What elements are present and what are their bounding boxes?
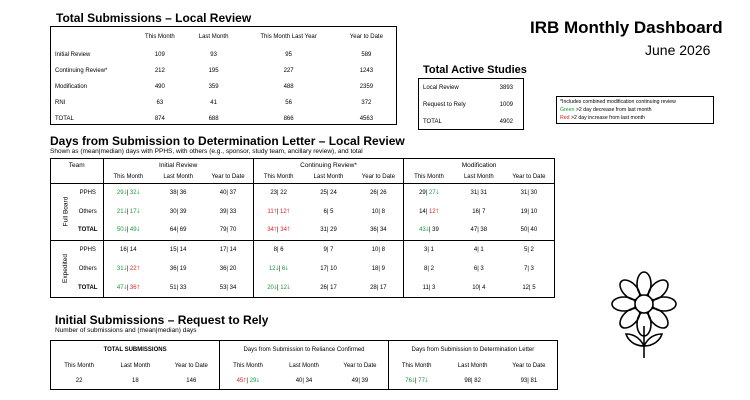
cell: 3| 1 <box>404 240 454 259</box>
subcol: Last Month <box>457 362 488 369</box>
cell: 64| 69 <box>169 227 187 234</box>
cell: 93 <box>210 52 217 58</box>
subcol: Year to Date <box>343 362 377 369</box>
cell: 39| 33 <box>219 208 237 215</box>
cell: 26| 17 <box>320 284 337 291</box>
table-row <box>51 259 554 278</box>
cell: 17| 10 <box>320 265 337 272</box>
local-review-title: Total Submissions – Local Review <box>56 11 252 25</box>
group-modification: Modification <box>404 159 554 171</box>
cell: 38| 36 <box>153 183 203 202</box>
cell: 212 <box>154 68 165 74</box>
cell: 45🡑| 29🡓 <box>220 373 276 389</box>
row-label: Continuing Review* <box>55 68 108 74</box>
rely-subtitle: Number of submissions and (mean|median) days <box>55 327 197 334</box>
cell: 18| 9 <box>371 265 385 272</box>
subcol: Year to Date <box>512 362 546 369</box>
cell: 50| 40 <box>520 227 538 234</box>
cell: 49| 39 <box>351 377 369 384</box>
cell: 63 <box>156 100 164 106</box>
cell: 490 <box>154 84 165 90</box>
subcol: Last Month <box>463 173 494 180</box>
cell: 14| 12🡑 <box>404 202 454 221</box>
cell: 56 <box>285 100 292 106</box>
cell: 11| 3 <box>404 278 454 297</box>
cell: 5| 2 <box>504 240 554 259</box>
group-label-expedited <box>51 240 73 297</box>
cell: 688 <box>208 116 219 122</box>
cell: 2359 <box>359 84 374 90</box>
cell: 16| 7 <box>472 208 486 215</box>
cell: 10| 8 <box>371 208 385 215</box>
cell: 6| 5 <box>323 208 334 215</box>
cell: 36| 19 <box>169 265 187 272</box>
group-continuing-review: Continuing Review* <box>253 159 403 171</box>
table-row <box>419 79 523 96</box>
cell: 79| 70 <box>219 227 237 234</box>
cell: 25| 24 <box>303 183 353 202</box>
table-row <box>51 221 554 240</box>
cell: 18 <box>131 377 139 384</box>
cell: 19| 10 <box>520 208 538 215</box>
subcol: Last Month <box>163 173 193 180</box>
cell: 109 <box>154 52 165 58</box>
cell: 31| 31 <box>454 183 504 202</box>
table-row <box>51 79 396 95</box>
cell: 10| 8 <box>354 240 404 259</box>
row-label: PPHS <box>73 240 103 259</box>
group-label-text: Expedited <box>61 254 69 284</box>
table-row-total <box>419 113 523 130</box>
group-reliance-confirmed: Days from Submission to Reliance Confirmed <box>220 341 389 358</box>
row-label: TOTAL <box>78 227 98 234</box>
cell: 4563 <box>359 116 374 122</box>
group-total-submissions: TOTAL SUBMISSIONS <box>103 346 167 353</box>
row-label: PPHS <box>73 183 103 202</box>
subcol: Year to Date <box>361 173 395 180</box>
cell: 10| 4 <box>472 284 486 291</box>
cell: 7| 3 <box>523 265 534 272</box>
cell: 26| 26 <box>354 183 404 202</box>
row-label: Request to Rely <box>423 101 466 108</box>
row-label: RNI <box>55 100 66 106</box>
cell: 8| 6 <box>253 240 303 259</box>
cell: 12🡓| 6🡓 <box>253 259 303 278</box>
subcol: This Month <box>64 362 94 369</box>
row-label: Local Review <box>423 84 459 91</box>
table-row <box>51 63 396 79</box>
group-label-full-board <box>51 183 73 240</box>
cell: 15| 14 <box>153 240 203 259</box>
cell: 866 <box>283 116 294 122</box>
cell: 34🡑| 34🡑 <box>253 221 303 240</box>
cell: 195 <box>208 68 219 74</box>
cell: 20🡓| 12🡓 <box>253 278 303 297</box>
cell: 6| 3 <box>473 265 484 272</box>
subcol: This Month <box>103 171 153 183</box>
cell: 43🡓| 39 <box>404 221 454 240</box>
days-title: Days from Submission to Determination Letter – Local Review <box>50 134 405 148</box>
row-label: Others <box>78 265 97 272</box>
cell: 98| 82 <box>464 377 481 384</box>
cell: 4902 <box>499 118 513 125</box>
cell: 53| 34 <box>219 284 237 291</box>
group-initial-review: Initial Review <box>103 159 253 171</box>
cell: 874 <box>154 116 165 122</box>
row-label: TOTAL <box>423 118 442 125</box>
active-studies-table <box>418 78 524 130</box>
table-row <box>419 96 523 113</box>
table-row <box>51 278 554 297</box>
subcol: Year to Date <box>512 173 546 180</box>
cell: 1243 <box>359 68 374 74</box>
table-row <box>51 240 554 259</box>
days-table <box>50 158 555 298</box>
cell: 1009 <box>499 101 513 108</box>
legend-note: *Includes combined modification continuing review <box>560 99 676 105</box>
cell: 29🡓| 32🡓 <box>103 183 153 202</box>
cell: 589 <box>361 52 372 58</box>
group-label-text: Full Board <box>62 196 70 227</box>
cell: 76🡓| 77🡓 <box>388 373 444 389</box>
cell: 40| 34 <box>295 377 313 384</box>
subcol: Last Month <box>289 362 319 369</box>
cell: 30| 39 <box>169 208 187 215</box>
cell: 31| 29 <box>320 227 337 234</box>
subcol: This Month <box>220 358 276 372</box>
col-this-month: This Month <box>145 34 175 40</box>
legend-green: Green <box>560 107 575 113</box>
subcol: This Month <box>388 358 444 372</box>
cell: 372 <box>361 100 372 106</box>
cell: 359 <box>208 84 219 90</box>
cell: 16| 14 <box>103 240 153 259</box>
cell: 50🡓| 49🡓 <box>103 221 153 240</box>
cell: 12| 5 <box>522 284 536 291</box>
row-label: Modification <box>55 84 88 90</box>
col-this-month-last-year: This Month Last Year <box>260 34 317 40</box>
row-label: Others <box>78 208 97 215</box>
legend-red-text: >2 day increase from last month <box>569 115 645 121</box>
subcol: Last Month <box>313 173 344 180</box>
cell: 93| 81 <box>520 377 538 384</box>
legend-box <box>556 96 714 124</box>
team-header: Team <box>68 161 85 169</box>
subcol: This Month <box>404 171 454 183</box>
row-label: Initial Review <box>55 52 91 58</box>
rely-title: Initial Submissions – Request to Rely <box>55 313 269 327</box>
cell: 47| 38 <box>470 227 488 234</box>
col-last-month: Last Month <box>198 34 229 40</box>
cell: 4| 1 <box>454 240 504 259</box>
table-row <box>51 47 396 63</box>
col-year-to-date: Year to Date <box>349 34 383 40</box>
group-determination-letter: Days from Submission to Determination Letter <box>388 341 557 358</box>
cell: 21🡓| 17🡓 <box>103 202 153 221</box>
cell: 146 <box>186 377 197 384</box>
cell: 17| 14 <box>203 240 253 259</box>
dashboard-title: IRB Monthly Dashboard <box>530 18 723 37</box>
local-review-table <box>50 26 397 125</box>
cell: 95 <box>285 52 292 58</box>
cell: 22 <box>75 377 83 384</box>
cell: 31| 30 <box>504 183 554 202</box>
subcol: Year to Date <box>211 173 245 180</box>
cell: 36| 20 <box>219 265 237 272</box>
cell: 23| 22 <box>253 183 303 202</box>
active-studies-title: Total Active Studies <box>423 64 527 76</box>
legend-green-text: >2 day decrease from last month <box>574 107 652 113</box>
rely-table <box>50 340 558 390</box>
dashboard-period: June 2026 <box>645 42 711 58</box>
row-label: TOTAL <box>78 284 98 291</box>
cell: 31🡓| 22🡑 <box>103 259 153 278</box>
subcol: Year to Date <box>174 362 208 369</box>
table-row <box>51 95 396 111</box>
legend-red: Red <box>560 115 570 121</box>
cell: 29| 27🡓 <box>404 183 454 202</box>
subcol: Last Month <box>120 362 151 369</box>
cell: 3893 <box>499 84 513 91</box>
flower-icon <box>600 262 688 362</box>
cell: 40| 37 <box>203 183 253 202</box>
cell: 488 <box>283 84 294 90</box>
table-row <box>51 202 554 221</box>
cell: 11🡑| 12🡑 <box>253 202 303 221</box>
cell: 28| 17 <box>370 284 387 291</box>
cell: 41 <box>210 100 217 106</box>
cell: 36| 34 <box>370 227 387 234</box>
table-row <box>51 183 554 202</box>
row-label: TOTAL <box>55 116 74 122</box>
cell: 227 <box>283 68 294 74</box>
cell: 8| 2 <box>404 259 454 278</box>
subcol: This Month <box>253 171 303 183</box>
days-subtitle: Shown as (mean|median) days with PPHS, with others (e.g., sponsor, study team, ancillary review), and total <box>50 148 363 155</box>
table-row-total <box>51 111 396 127</box>
cell: 51| 33 <box>169 284 187 291</box>
cell: 47🡓| 36🡑 <box>103 278 153 297</box>
cell: 9| 7 <box>303 240 353 259</box>
